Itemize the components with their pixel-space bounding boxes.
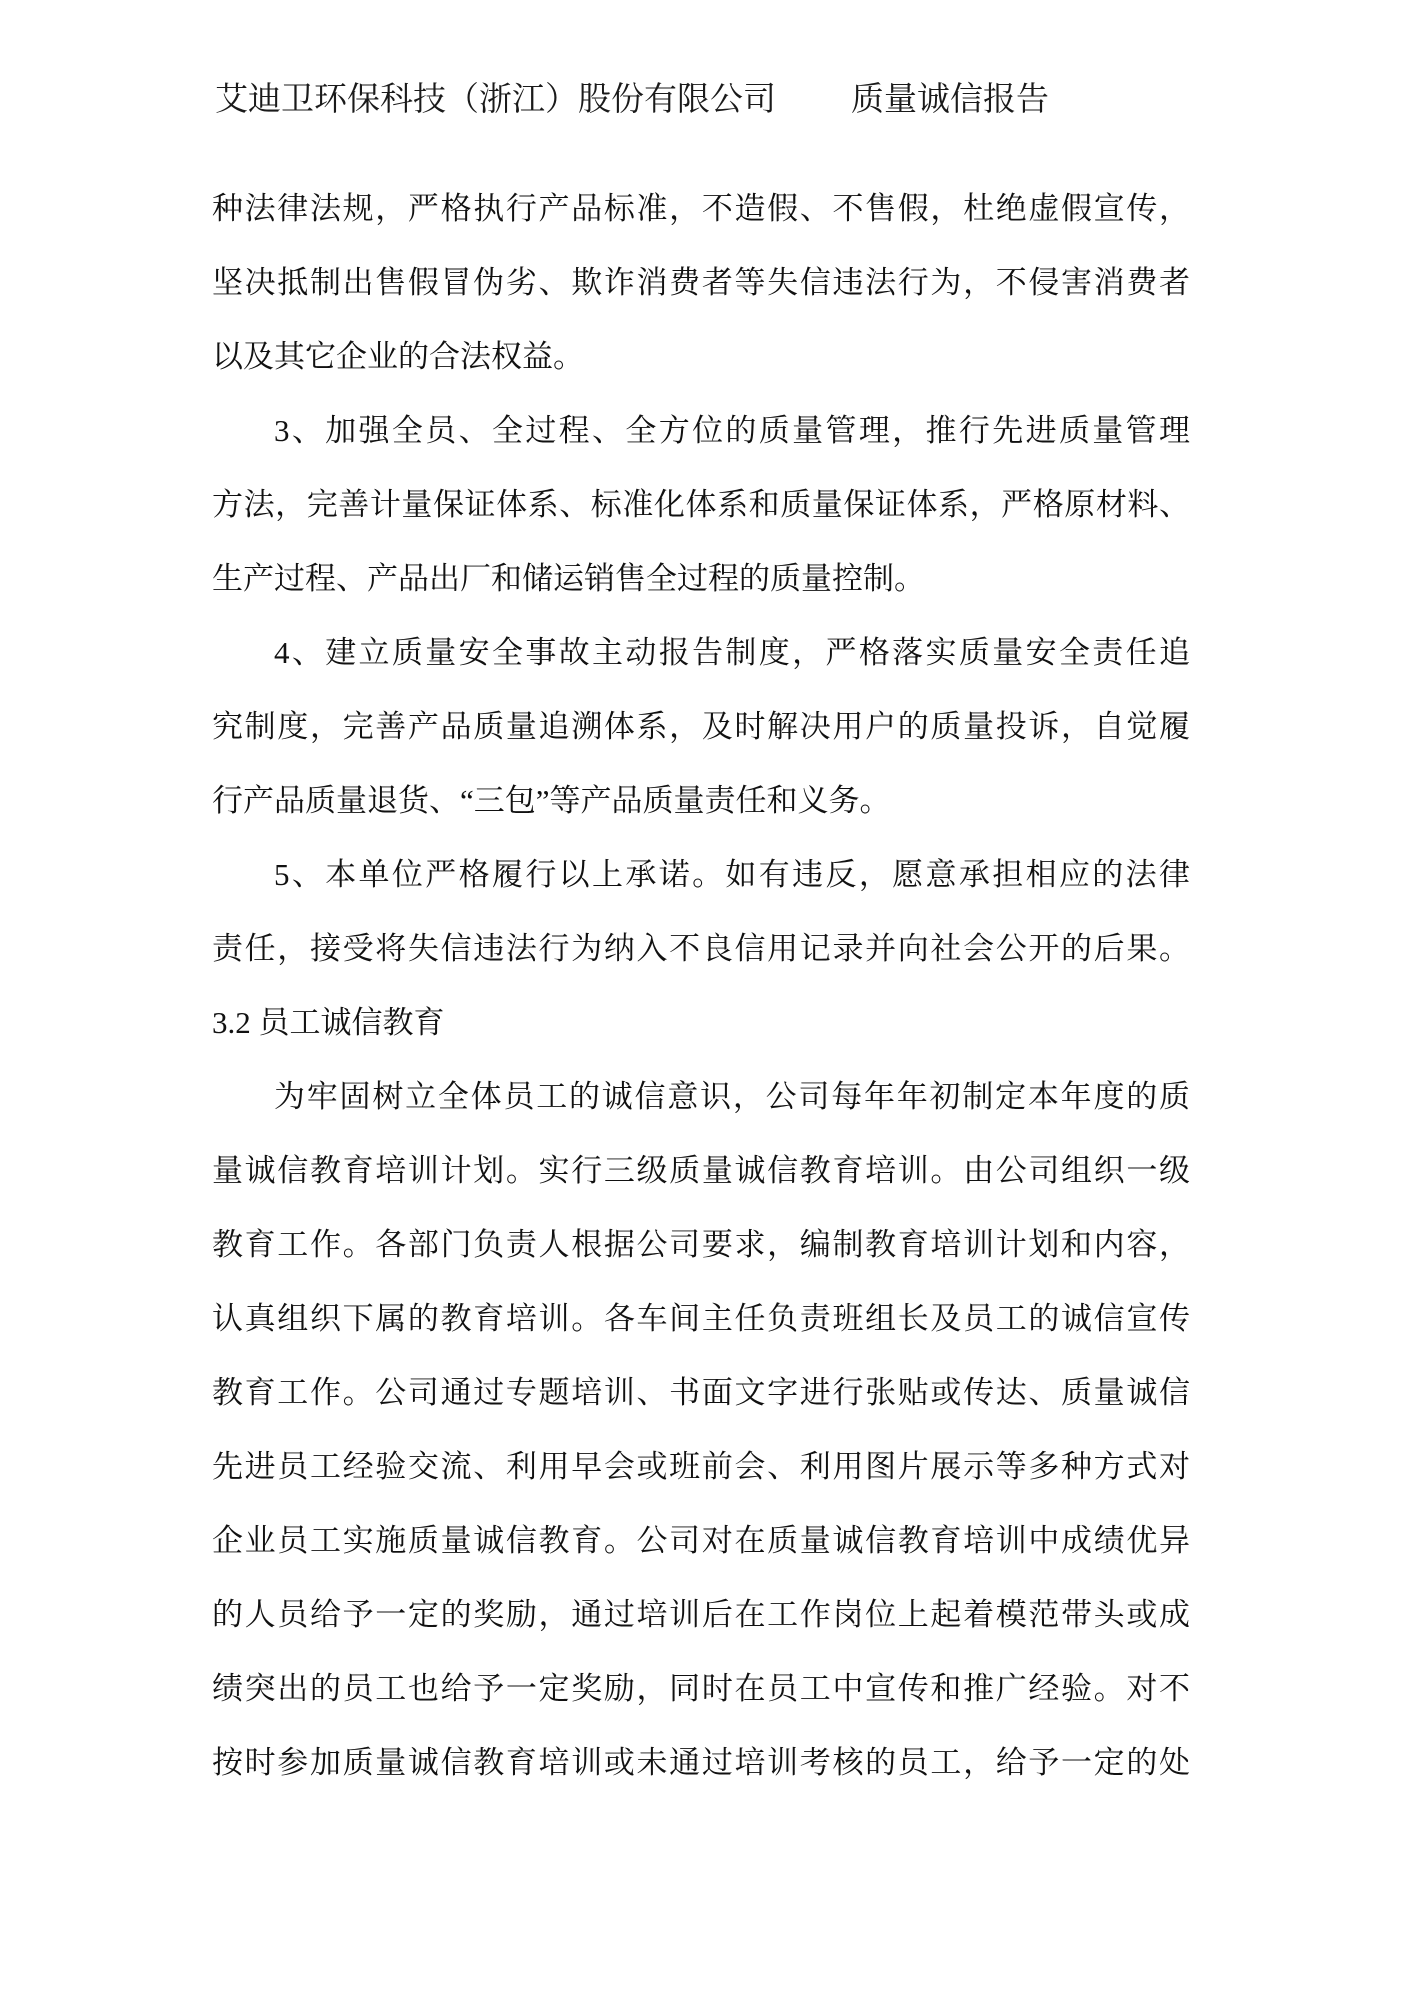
text-line: 方法，完善计量保证体系、标准化体系和质量保证体系，严格原材料、 bbox=[212, 487, 1190, 522]
document-title: 质量诚信报告 bbox=[851, 82, 1049, 118]
text-line: 责任，接受将失信违法行为纳入不良信用记录并向社会公开的后果。 bbox=[212, 931, 1190, 966]
text-line: 5、本单位严格履行以上承诺。如有违反，愿意承担相应的法律 bbox=[274, 857, 1190, 892]
text-line: 教育工作。公司通过专题培训、书面文字进行张贴或传达、质量诚信 bbox=[212, 1375, 1190, 1410]
text-line: 究制度，完善产品质量追溯体系，及时解决用户的质量投诉，自觉履 bbox=[212, 709, 1190, 744]
document-body bbox=[212, 172, 1190, 1800]
section-heading: 3.2 员工诚信教育 bbox=[212, 1005, 445, 1040]
text-line: 为牢固树立全体员工的诚信意识，公司每年年初制定本年度的质 bbox=[274, 1079, 1190, 1114]
text-line: 行产品质量退货、“三包”等产品质量责任和义务。 bbox=[212, 783, 891, 818]
text-line: 按时参加质量诚信教育培训或未通过培训考核的员工，给予一定的处 bbox=[212, 1745, 1190, 1780]
text-line: 3、加强全员、全过程、全方位的质量管理，推行先进质量管理 bbox=[274, 413, 1190, 448]
text-line: 的人员给予一定的奖励，通过培训后在工作岗位上起着模范带头或成 bbox=[212, 1597, 1190, 1632]
document-header bbox=[215, 82, 1049, 118]
header-gap bbox=[776, 109, 851, 110]
text-line: 企业员工实施质量诚信教育。公司对在质量诚信教育培训中成绩优异 bbox=[212, 1523, 1190, 1558]
text-line: 4、建立质量安全事故主动报告制度，严格落实质量安全责任追 bbox=[274, 635, 1190, 670]
text-line: 种法律法规，严格执行产品标准，不造假、不售假，杜绝虚假宣传， bbox=[212, 191, 1190, 226]
text-line: 坚决抵制出售假冒伪劣、欺诈消费者等失信违法行为，不侵害消费者 bbox=[212, 265, 1190, 300]
text-line: 绩突出的员工也给予一定奖励，同时在员工中宣传和推广经验。对不 bbox=[212, 1671, 1190, 1706]
text-line: 教育工作。各部门负责人根据公司要求，编制教育培训计划和内容， bbox=[212, 1227, 1190, 1262]
text-line: 认真组织下属的教育培训。各车间主任负责班组长及员工的诚信宣传 bbox=[212, 1301, 1190, 1336]
text-line: 以及其它企业的合法权益。 bbox=[212, 339, 584, 374]
company-name: 艾迪卫环保科技（浙江）股份有限公司 bbox=[215, 82, 776, 118]
text-line: 先进员工经验交流、利用早会或班前会、利用图片展示等多种方式对 bbox=[212, 1449, 1190, 1484]
text-line: 量诚信教育培训计划。实行三级质量诚信教育培训。由公司组织一级 bbox=[212, 1153, 1190, 1188]
text-line: 生产过程、产品出厂和储运销售全过程的质量控制。 bbox=[212, 561, 925, 596]
